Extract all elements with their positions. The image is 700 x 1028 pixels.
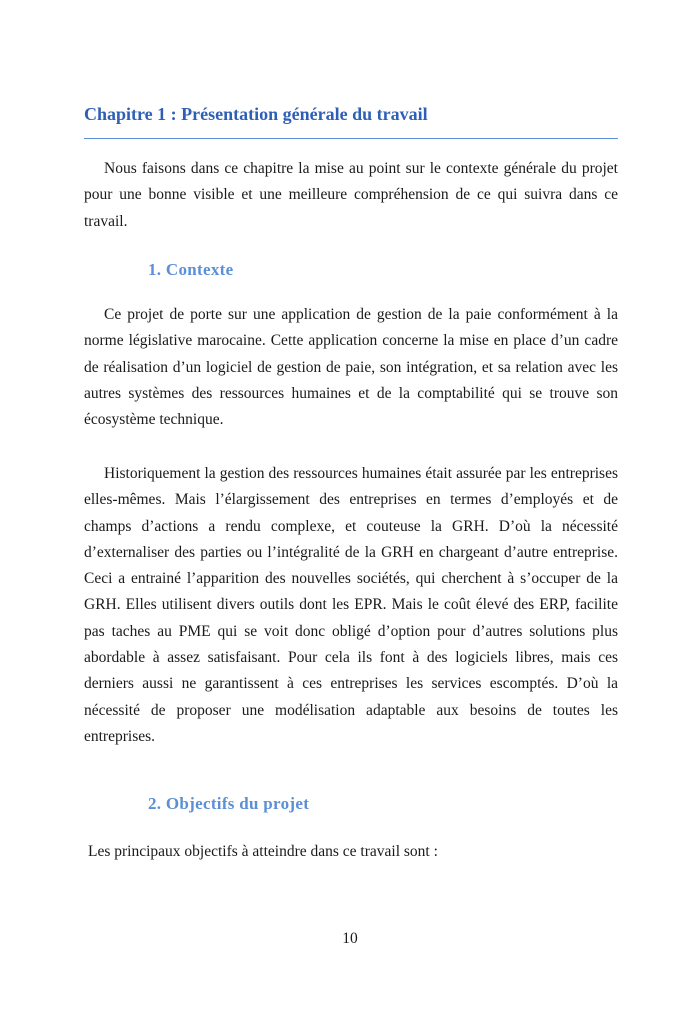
contexte-paragraph-1: Ce projet de porte sur une application de gestion de la paie conformément à la norme législative marocaine. Cette application concerne la mise en place d’un cadre de réalisation d’un logiciel de gestion de paie, son intégration, et sa relation avec les autres systèmes des ressources humaines et de la comptabilité qui se trouve son écosystème technique. bbox=[84, 306, 618, 429]
chapter-title-underline bbox=[84, 138, 618, 139]
contexte-paragraph-2: Historiquement la gestion des ressources humaines était assurée par les entreprises elles-mêmes. Mais l’élargissement des entreprises en termes d’employés et de champs d’actions a rendu complexe, et couteuse la GRH. D’où la nécessité d’externaliser des parties ou l’intégralité de la GRH en chargeant d’autre entreprise. Ceci a entrainé l’apparition des nouvelles sociétés, qui cherchent à s’occuper de la GRH. Elles utilisent divers outils dont les EPR. Mais le coût élevé des ERP, facilite pas taches au PME qui se voit donc obligé d’option pour d’autres solutions plus abordable à assez satisfaisant. Pour cela ils font à des logiciels libres, mais ces derniers aussi ne garantissent à ces entreprises les services escomptés. D’où la nécessité de proposer une modélisation adaptable aux besoins de toutes les entreprises. bbox=[84, 465, 618, 745]
page-number: 10 bbox=[342, 930, 358, 947]
chapter-title: Chapitre 1 : Présentation générale du travail bbox=[84, 104, 428, 124]
intro-paragraph: Nous faisons dans ce chapitre la mise au point sur le contexte générale du projet pour une bonne visible et une meilleure compréhension de ce qui suivra dans ce travail. bbox=[84, 160, 618, 230]
section-heading-objectifs: 2. Objectifs du projet bbox=[148, 794, 310, 813]
objectifs-paragraph-1: Les principaux objectifs à atteindre dans ce travail sont : bbox=[88, 843, 438, 860]
section-heading-contexte: 1. Contexte bbox=[148, 260, 234, 279]
